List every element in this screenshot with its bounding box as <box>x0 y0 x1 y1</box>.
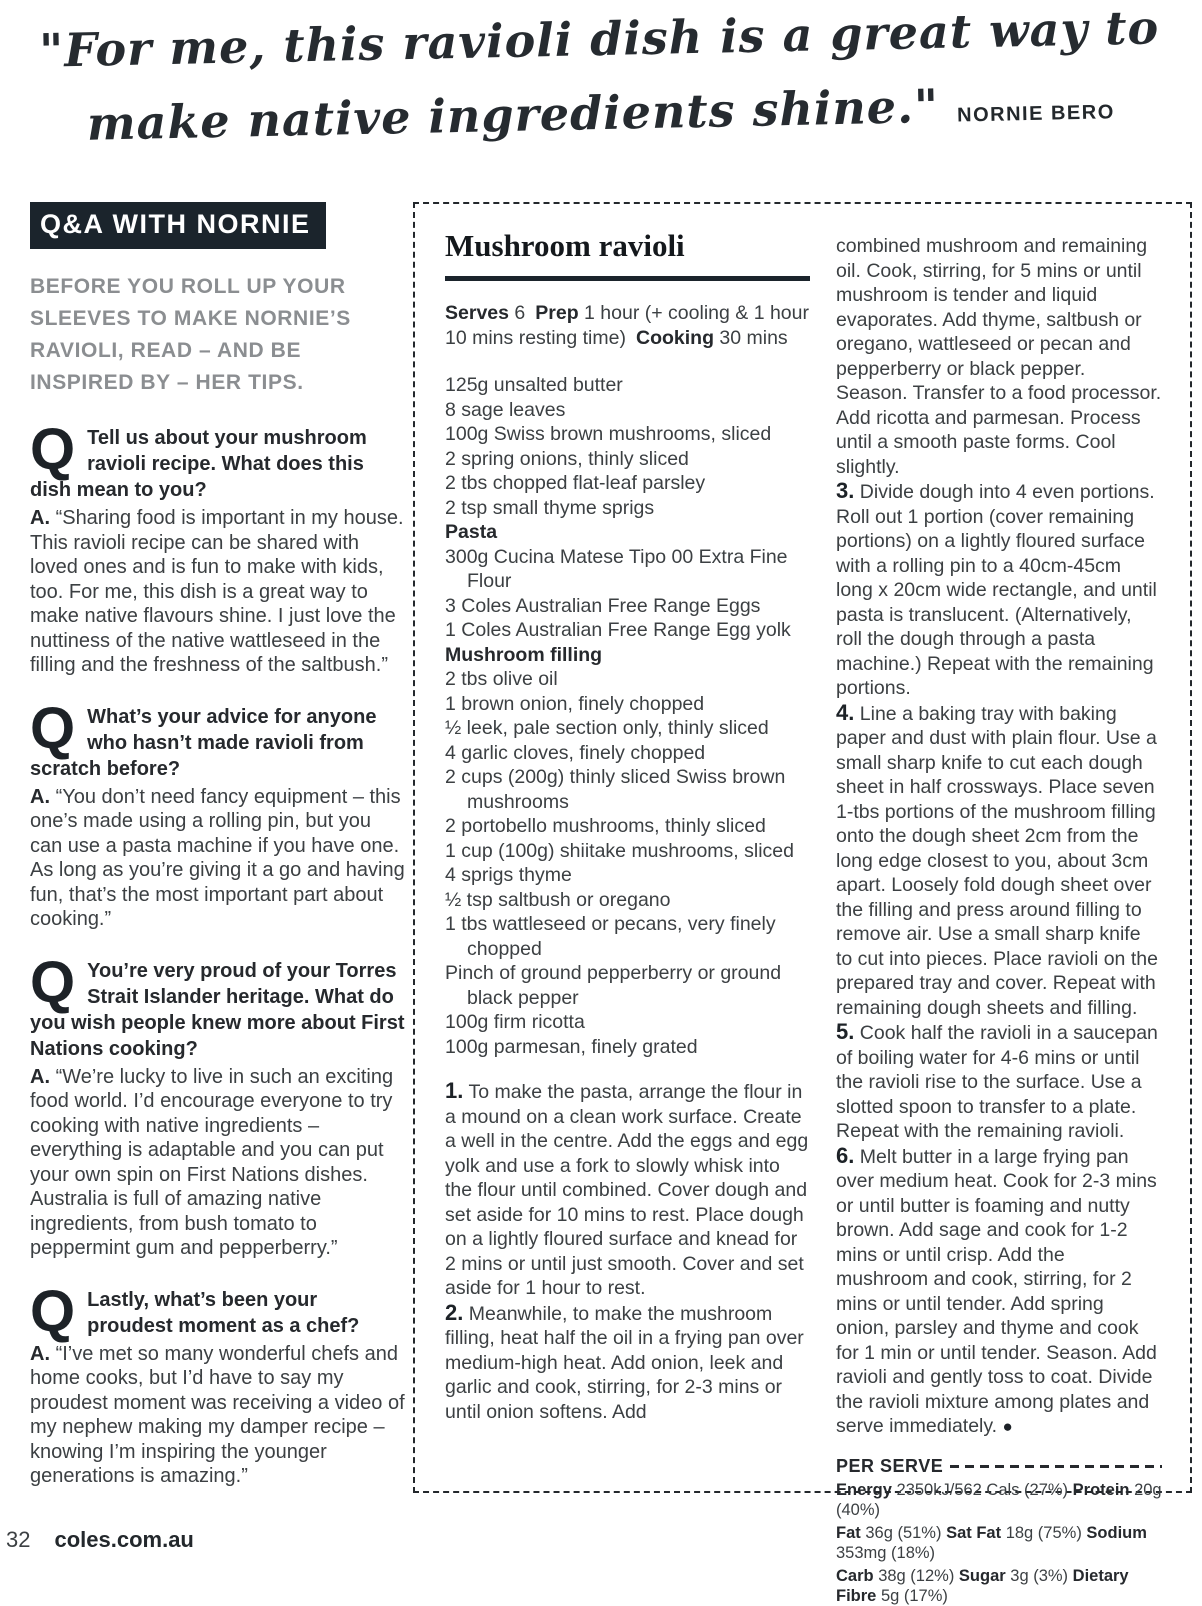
ingredient-item: 100g Swiss brown mushrooms, sliced <box>445 423 772 445</box>
nutrient-value: 38g (12%) <box>878 1566 955 1585</box>
page-number: 32 <box>6 1527 31 1552</box>
nutrition-line <box>836 1523 1162 1563</box>
nutrient-label: Energy <box>836 1480 892 1499</box>
pull-quote <box>0 0 1202 169</box>
step-number: 4. <box>836 699 855 725</box>
step-text: Cook half the ravioli in a saucepan of boiling water for 4-6 mins or until the ravioli rise to the surface. Use a slotted spoon to transfer to a plate. Repeat with the remaining ravioli. <box>836 1022 1158 1142</box>
ingredient-item: 2 cups (200g) thinly sliced Swiss brown mushrooms <box>445 766 786 813</box>
qa-item <box>30 1278 405 1489</box>
nutrient-label: Sat Fat <box>946 1523 1002 1542</box>
ingredient-subheading: Mushroom filling <box>445 643 603 666</box>
nutrient-label: Carb <box>836 1566 874 1585</box>
meta-value: 1 hour (+ cooling & 1 hour 10 mins resting time) <box>445 302 809 349</box>
ingredient-item: ½ tsp saltbush or oregano <box>445 888 671 911</box>
ingredient-item: 2 tbs chopped flat-leaf parsley <box>445 472 706 494</box>
method-step <box>445 1301 810 1425</box>
qa-question: You’re very proud of your Torres Strait Islander heritage. What do you wish people knew more about First Nations cooking? <box>30 959 405 1060</box>
ingredient-subheading: Pasta <box>445 521 498 543</box>
qa-item <box>30 949 405 1261</box>
qa-question: Tell us about your mushroom ravioli recipe. What does this dish mean to you? <box>30 427 367 501</box>
nutrient-value: 2350kJ/562 Cals (27%) <box>896 1480 1069 1499</box>
recipe-column-2 <box>836 222 1162 1605</box>
ingredient-item: 100g firm ricotta <box>445 1011 585 1033</box>
meta-label: Prep <box>535 302 579 324</box>
step-number: 1. <box>445 1078 464 1103</box>
pull-quote-text: "For me, this ravioli dish is a great way to <box>38 0 1160 78</box>
qa-section-title: Q&A WITH NORNIE <box>30 202 326 249</box>
method-step <box>836 1020 1162 1144</box>
step-text: To make the pasta, arrange the flour in a mound on a clean work surface. Create a well in the centre. Add the eggs and egg yolk and use a fork to slowly whisk into the flour until combined. Cover dough and set aside for 10 mins to rest. Place dough on a lightly floured surface and knead for 2 mins or until just smooth. Cover and set aside for 1 hour to rest. <box>445 1081 809 1299</box>
nutrient-value: 20g (40%) <box>836 1480 1162 1519</box>
answer-text: “I’ve met so many wonderful chefs and home cooks, but I’d have to say my proudest moment was receiving a video of my nephew making my damper recipe – knowing I’m inspiring the younger generations is amazing.” <box>30 1342 405 1487</box>
ingredient-item: ½ leek, pale section only, thinly sliced <box>445 717 769 739</box>
qa-answer <box>30 1342 405 1489</box>
nutrient-label: Sugar <box>958 1566 1006 1585</box>
qa-question: What’s your advice for anyone who hasn’t made ravioli from scratch before? <box>30 705 377 780</box>
nutrient-label: Fat <box>836 1523 861 1542</box>
end-of-recipe-mark: ● <box>1002 1417 1013 1436</box>
recipe-card <box>413 202 1192 1605</box>
ingredient-item: 8 sage leaves <box>445 398 566 421</box>
method-step-continuation: combined mushroom and remaining oil. Cook, stirring, for 5 mins or until mushroom is tender and liquid evaporates. Add thyme, saltbush or oregano, wattleseed or pecan and pepperberry or black pepper. Season. Transfer to a food processor. Add ricotta and parmesan. Process until a smooth paste forms. Cool slightly. <box>836 235 1162 478</box>
ingredient-item: 125g unsalted butter <box>445 374 623 396</box>
recipe-meta <box>445 301 810 351</box>
ingredient-item: 2 spring onions, thinly sliced <box>445 447 689 470</box>
ingredients-list <box>445 373 810 1059</box>
ingredient-item: 1 brown onion, finely chopped <box>445 692 705 715</box>
ingredient-item: 1 Coles Australian Free Range Egg yolk <box>445 619 791 641</box>
qa-intro: BEFORE YOU ROLL UP YOUR SLEEVES TO MAKE NORNIE’S RAVIOLI, READ – AND BE INSPIRED BY – HER TIPS. <box>30 275 351 394</box>
qa-item <box>30 695 405 932</box>
title-rule <box>445 276 810 281</box>
meta-value: 30 mins <box>719 327 788 349</box>
recipe-column-1 <box>445 222 810 1477</box>
nutrient-label: Protein <box>1072 1480 1130 1499</box>
meta-value: 6 <box>514 302 526 324</box>
ingredient-item: 3 Coles Australian Free Range Eggs <box>445 594 761 617</box>
ingredient-item: 2 tbs olive oil <box>445 668 558 690</box>
page-footer <box>6 1527 194 1553</box>
ingredient-item: 1 cup (100g) shiitake mushrooms, sliced <box>445 839 794 862</box>
answer-prefix: A. <box>30 1342 50 1365</box>
method-step <box>836 479 1162 701</box>
nutrient-value: 353mg (18%) <box>836 1543 936 1562</box>
nutrient-value: 5g (17%) <box>880 1586 948 1605</box>
answer-text: “You don’t need fancy equipment – this one’s made using a rolling pin, but you can use a pasta machine if you have one. As long as you’re giving it a go and having fun, that’s the most important part about cooking.” <box>30 785 405 930</box>
answer-prefix: A. <box>30 507 50 529</box>
ingredient-item: 2 tsp small thyme sprigs <box>445 496 655 519</box>
quote-attribution: NORNIE BERO <box>956 101 1115 127</box>
method-step <box>836 701 1162 1021</box>
step-text: Meanwhile, to make the mushroom filling, heat half the oil in a frying pan over medium-high heat. Add onion, leek and garlic and cook, stirring, for 2-3 mins or until onion softens. Add <box>445 1302 804 1423</box>
q-dropcap: Q <box>30 949 76 1015</box>
step-number: 6. <box>836 1142 855 1168</box>
nutrition-header <box>836 1456 1162 1477</box>
ingredient-item: 1 tbs wattleseed or pecans, very finely chopped <box>445 913 776 960</box>
dashed-rule <box>950 1465 1162 1468</box>
website-url: coles.com.au <box>54 1527 194 1552</box>
nutrition-line <box>836 1480 1162 1520</box>
answer-text: “Sharing food is important in my house. This ravioli recipe can be shared with loved ones and is fun to make with kids, too. For me, this dish is a great way to make native flavours shine. I just love the nuttiness of the native wattleseed in the filling and the freshness of the saltbush.” <box>30 507 404 676</box>
answer-prefix: A. <box>30 1065 50 1088</box>
qa-answer <box>30 506 405 678</box>
q-dropcap: Q <box>30 1278 76 1344</box>
ingredient-item: Pinch of ground pepperberry or ground black pepper <box>445 962 782 1009</box>
step-text: Divide dough into 4 even portions. Roll out 1 portion (cover remaining portions) on a lightly floured surface with a rolling pin to a 40cm-45cm long x 20cm wide rectangle, and until pasta is translucent. (Alternatively, roll the dough through a pasta machine.) Repeat with the remaining portions. <box>836 481 1157 699</box>
qa-item <box>30 417 405 678</box>
answer-prefix: A. <box>30 785 50 808</box>
ingredient-item: 100g parmesan, finely grated <box>445 1035 698 1058</box>
meta-label: Cooking <box>635 327 714 349</box>
ingredient-item: 300g Cucina Matese Tipo 00 Extra Fine Flour <box>445 545 788 592</box>
recipe-title: Mushroom ravioli <box>445 228 685 263</box>
step-text: Line a baking tray with baking paper and dust with plain flour. Use a small sharp knife to cut each dough sheet in half crossways. Place seven 1-tbs portions of the mushroom filling onto the dough sheet 2cm from the long edge closest to you, about 3cm apart. Loosely fold dough sheet over the filling and press around filling to remove air. Use a small sharp knife to cut into pieces. Place ravioli on the prepared tray and cover. Repeat with remaining dough sheets and filling. <box>836 702 1158 1019</box>
step-text: Melt butter in a large frying pan over medium heat. Cook for 2-3 mins or until butter is foaming and nutty brown. Add sage and cook for 1-2 mins or until crisp. Add the mushroom and cook, stirring, for 2 mins or until tender. Add spring onion, parsley and thyme and cook for 1 min or until tender. Season. Add ravioli and gently toss to coat. Divide the ravioli mixture among plates and serve immediately. <box>836 1145 1157 1437</box>
nutrient-label: Dietary Fibre <box>836 1566 1129 1605</box>
ingredient-item: 4 garlic cloves, finely chopped <box>445 741 706 764</box>
ingredient-item: 4 sprigs thyme <box>445 864 572 886</box>
qa-question: Lastly, what’s been your proudest moment as a chef? <box>87 1288 360 1337</box>
step-number: 5. <box>836 1019 855 1044</box>
method-step <box>445 1079 810 1301</box>
q-dropcap: Q <box>30 417 76 482</box>
method-step <box>836 1144 1162 1440</box>
nutrient-value: 18g (75%) <box>1005 1523 1082 1542</box>
qa-column <box>30 202 405 1489</box>
q-dropcap: Q <box>30 695 76 761</box>
answer-text: “We’re lucky to live in such an exciting food world. I’d encourage everyone to try cooking with native ingredients – everything is adaptable and you can put your own spin on First Nations dishes. Australia is full of amazing native ingredients, from bush tomato to peppermint gum and pepperberry.” <box>30 1065 394 1259</box>
nutrient-value: 3g (3%) <box>1010 1566 1069 1585</box>
step-number: 3. <box>836 478 855 503</box>
ingredient-item: 2 portobello mushrooms, thinly sliced <box>445 815 766 837</box>
meta-label: Serves <box>445 302 509 324</box>
nutrition-panel <box>836 1456 1162 1606</box>
per-serve-label: PER SERVE <box>836 1455 944 1476</box>
step-number: 2. <box>445 1299 464 1325</box>
pull-quote-text: make native ingredients shine." <box>86 78 940 151</box>
nutrient-value: 36g (51%) <box>865 1523 942 1542</box>
qa-answer <box>30 785 405 932</box>
qa-answer <box>30 1065 405 1261</box>
nutrient-label: Sodium <box>1086 1523 1147 1542</box>
nutrition-line <box>836 1566 1162 1606</box>
